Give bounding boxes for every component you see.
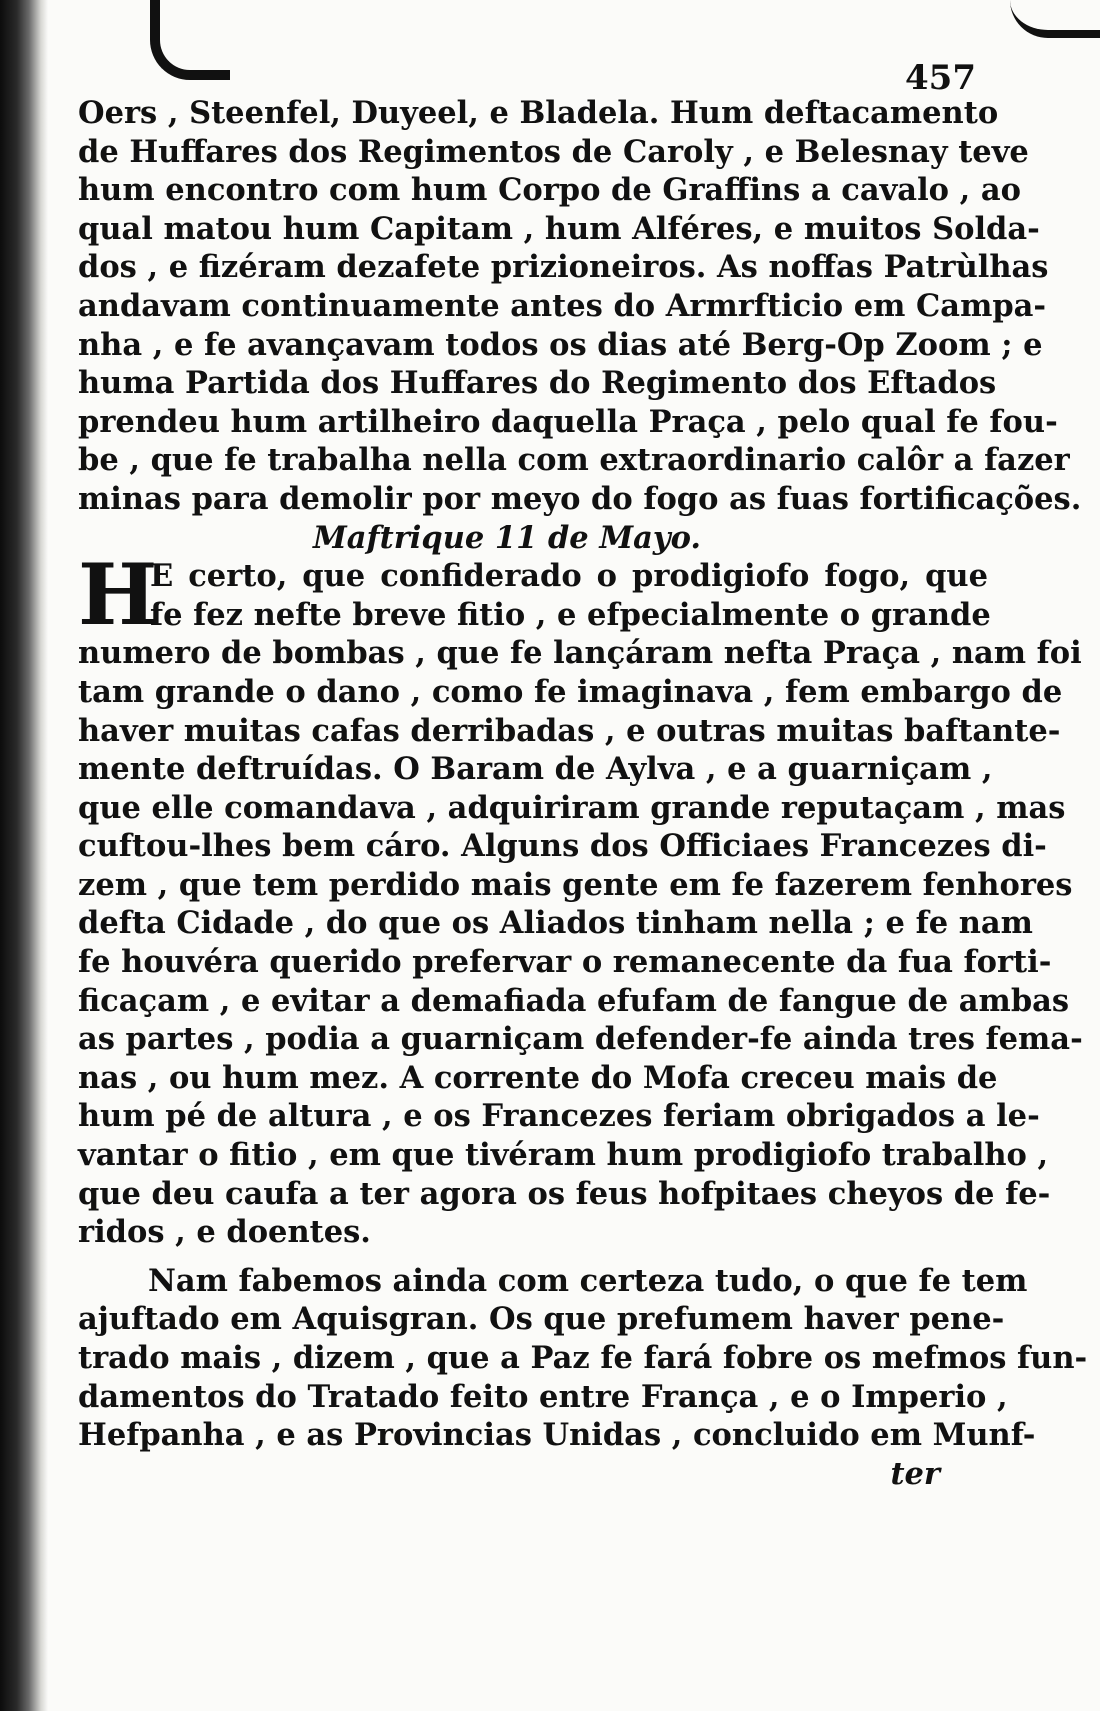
paragraph-2 (78, 545, 1083, 1252)
text-line: ridos , e doentes. (78, 1214, 371, 1251)
text-line: defta Cidade , do que os Aliados tinham nella ; e fe nam (78, 905, 1033, 942)
text-line: fe houvéra querido prefervar o remanecente da fua forti- (78, 944, 1052, 981)
text-line: de Huffares dos Regimentos de Caroly , e Belesnay teve (78, 133, 1029, 170)
scan-artifact (150, 0, 230, 80)
text-line: vantar o fitio , em que tivéram hum prodigiofo trabalho , (78, 1137, 1049, 1174)
text-line: tam grande o dano , como fe imaginava , fem embargo de (78, 673, 1063, 710)
text-line: Oers , Steenfel, Duyeel, e Bladela. Hum deftacamento (78, 95, 999, 131)
drop-cap: H (78, 545, 158, 645)
text-line: cuftou-lhes bem cáro. Alguns dos Officiaes Francezes di- (78, 828, 1047, 865)
text-line: hum encontro com hum Corpo de Graffins a cavalo , ao (78, 172, 1021, 209)
text-line: ajuftado em Aquisgran. Os que prefumem haver pene- (78, 1301, 1005, 1338)
scan-artifact (1010, 0, 1100, 38)
page-number: 457 (905, 58, 976, 98)
text-line: andavam continuamente antes do Armrfticio em Campa- (78, 287, 1047, 324)
text-line: hum pé de altura , e os Francezes feriam obrigados a le- (78, 1098, 1040, 1135)
dropcap-row (78, 545, 991, 645)
text-line: ficaçam , e evitar a demafiada efufam de fangue de ambas (78, 982, 1070, 1019)
text-line: nas , ou hum mez. A corrente do Mofa creceu mais de (78, 1059, 998, 1096)
text-line: numero de bombas , que fe lançáram nefta Praça , nam foi (78, 635, 1082, 672)
text-line: Nam fabemos ainda com certeza tudo, o que fe tem (148, 1262, 1028, 1299)
paragraph-1 (78, 94, 1082, 519)
text-line: be , que fe trabalha nella com extraordinario calôr a fazer (78, 442, 1070, 479)
text-line: dos , e fizéram dezafete prizioneiros. As noffas Patrùlhas (78, 249, 1049, 286)
text-line: que deu caufa a ter agora os feus hofpitaes cheyos de fe- (78, 1175, 1051, 1212)
text-line: as partes , podia a guarniçam defender-fe ainda tres fema- (78, 1021, 1083, 1058)
paragraph-3 (78, 1262, 1088, 1494)
section-heading: Maftrique 11 de Mayo. (313, 519, 701, 556)
text-line: nha , e fe avançavam todos os dias até Berg-Op Zoom ; e (78, 326, 1043, 363)
catchword: ter (890, 1455, 940, 1492)
text-line: minas para demolir por meyo do fogo as fuas fortificações. (78, 480, 1082, 517)
text-line: Hefpanha , e as Provincias Unidas , concluido em Munf- (78, 1417, 1036, 1454)
text-line: E certo, que confiderado o prodigiofo fogo, que (150, 558, 988, 595)
paragraph-spacer (78, 1252, 988, 1262)
text-line: trado mais , dizem , que a Paz fe fará fobre os mefmos fun- (78, 1340, 1088, 1376)
text-line: huma Partida dos Huffares do Regimento dos Eftados (78, 365, 997, 402)
text-line: prendeu hum artilheiro daquella Praça , pelo qual fe fou- (78, 403, 1058, 440)
text-line: mente deftruídas. O Baram de Aylva , e a guarniçam , (78, 751, 993, 788)
text-line: qual matou hum Capitam , hum Alféres, e muitos Solda- (78, 210, 1040, 247)
text-line: damentos do Tratado feito entre França , e o Imperio , (78, 1378, 1008, 1415)
text-line: fe fez nefte breve fitio , e efpecialmente o grande (150, 596, 991, 633)
binding-edge (0, 0, 48, 1711)
text-line: que elle comandava , adquiriram grande reputaçam , mas (78, 789, 1066, 826)
text-line: zem , que tem perdido mais gente em fe fazerem fenhores (78, 866, 1073, 903)
body-text (78, 94, 1088, 1493)
text-line: haver muitas cafas derribadas , e outras muitas baftante- (78, 712, 1061, 749)
